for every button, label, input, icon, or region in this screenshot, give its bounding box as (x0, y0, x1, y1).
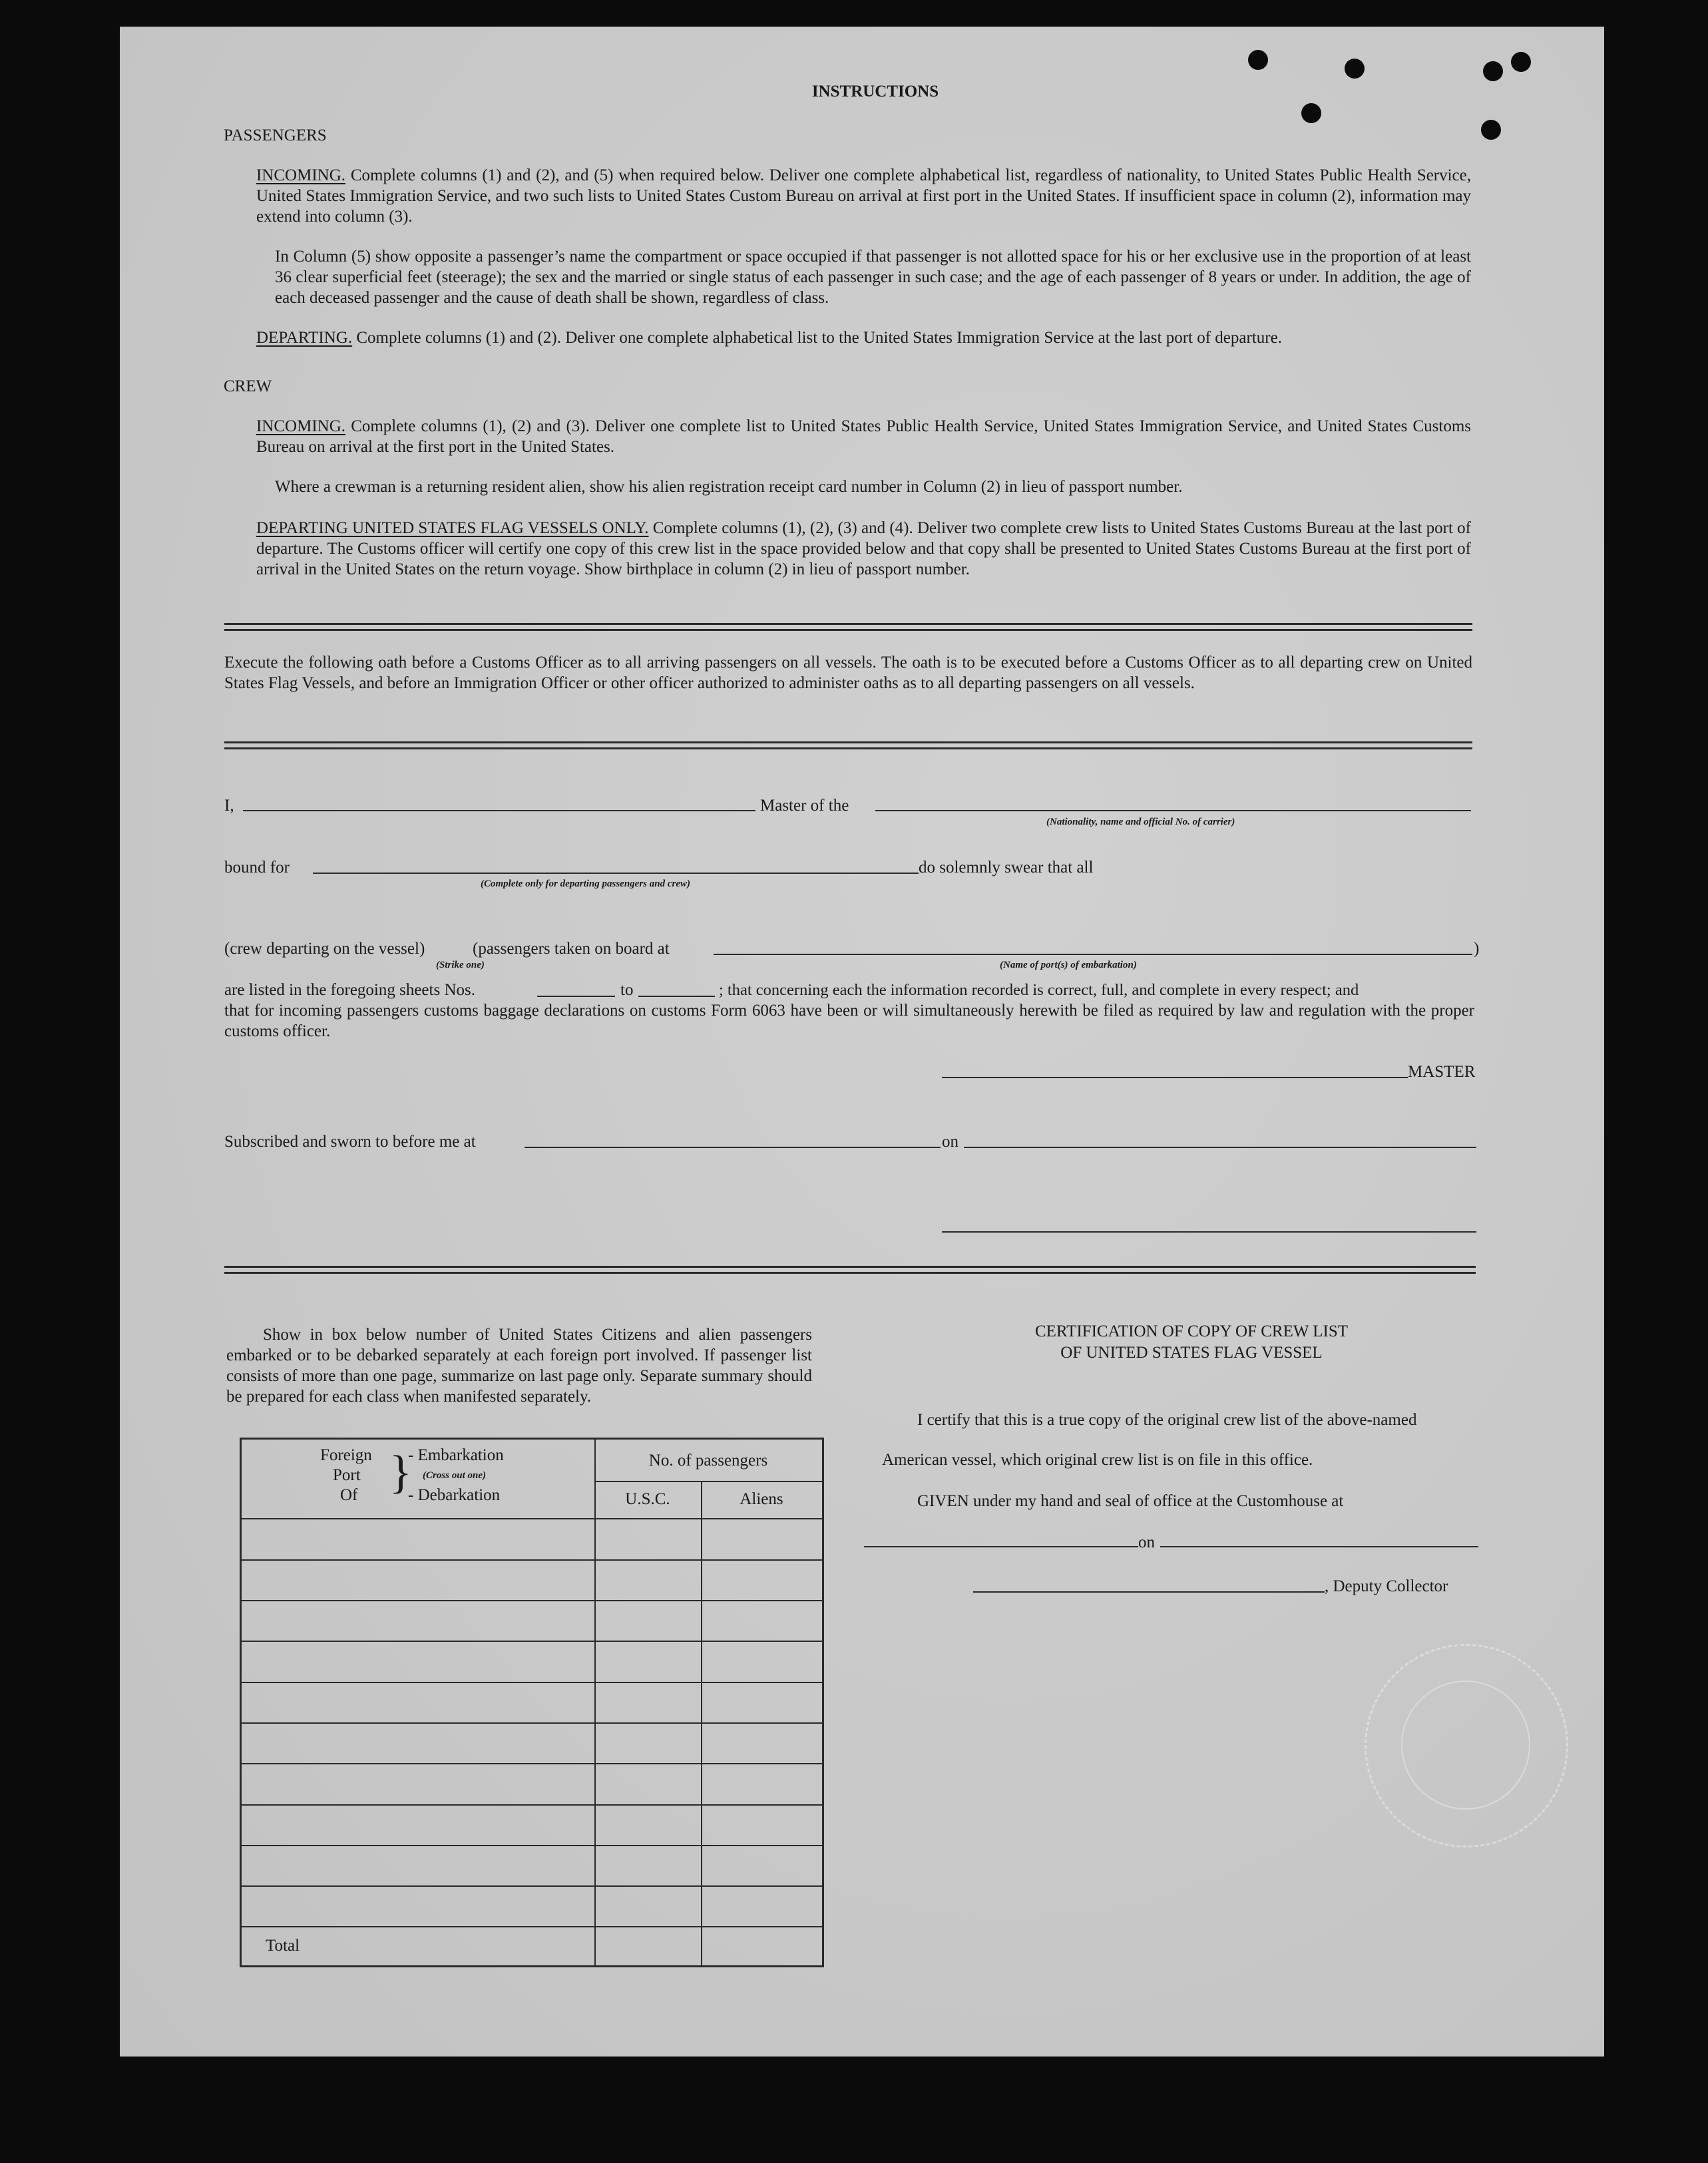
crew-incoming-text: INCOMING. Complete columns (1), (2) and (3). Deliver one complete list to United States Public Health Service, United States Immigration Service, and United States Customs Bureau on arrival at the first port in the United States. (256, 417, 1472, 456)
certification-line-2: American vessel, which original crew list is on file in this office. (882, 1451, 1313, 1469)
deputy-collector-label: , Deputy Collector (1325, 1577, 1448, 1595)
to-label: to (620, 981, 634, 999)
punch-hole (1481, 120, 1501, 140)
passengers-incoming-label: INCOMING. (256, 166, 346, 184)
section-divider (224, 1266, 1476, 1274)
customhouse-line[interactable] (864, 1546, 1138, 1547)
passengers-incoming-text: INCOMING. Complete columns (1) and (2), and (5) when required below. Deliver one complete alphabetical list, regardless of nationality, to United States Public Health Service, United States Immigration Service, and two such lists to United States Custom Bureau on arrival at first port in the United States. If insufficient space in column (2), information may extend into column (3). (256, 166, 1472, 226)
subscribed-date-line[interactable] (964, 1147, 1476, 1148)
passenger-summary-table (240, 1438, 824, 1967)
certification-date-line[interactable] (1160, 1546, 1478, 1547)
summary-instruction: Show in box below number of United States Citizens and alien passengers embarked or to be debarked separately at each foreign port involved. If passenger list consists of more than one page, summarize on last page only. Separate summary should be prepared for each class when manifested separately. (226, 1326, 812, 1406)
total-label: Total (266, 1937, 300, 1955)
usc-header: U.S.C. (625, 1490, 670, 1508)
master-of-the-label: Master of the (760, 797, 849, 815)
crew-departing-option[interactable]: (crew departing on the vessel) (224, 940, 425, 958)
nationality-caption: (Nationality, name and official No. of carrier) (1046, 817, 1235, 827)
close-paren: ) (1474, 940, 1480, 958)
ports-caption: (Name of port(s) of embarkation) (1000, 960, 1137, 970)
punch-hole (1248, 50, 1268, 70)
crew-incoming-label: INCOMING. (256, 417, 346, 435)
master-signature-line[interactable] (942, 1077, 1408, 1078)
of-label: Of (340, 1486, 358, 1504)
certification-title-1: CERTIFICATION OF COPY OF CREW LIST (1034, 1322, 1349, 1340)
crew-departing-label: DEPARTING UNITED STATES FLAG VESSELS ONLY. (256, 519, 649, 537)
subscribed-place-line[interactable] (525, 1147, 941, 1148)
embarkation-label[interactable]: - Embarkation (408, 1446, 504, 1464)
form-page (120, 27, 1604, 2057)
section-divider (224, 741, 1472, 749)
master-name-line[interactable] (243, 810, 755, 811)
deputy-collector-line[interactable] (973, 1591, 1325, 1593)
crew-departing-text: DEPARTING UNITED STATES FLAG VESSELS ONLY. Complete columns (1), (2), (3) and (4). Deliver two complete crew lists to United States Customs Bureau at the last port of departure. The Customs officer will certify one copy of this crew list in the space provided below and that copy shall be presented to United States Customs Bureau at the first port of arrival in the United States on the return voyage. Show birthplace in column (2) in lieu of passport number. (256, 519, 1471, 578)
no-of-passengers-header: No. of passengers (648, 1452, 768, 1470)
subscribed-label: Subscribed and sworn to before me at (224, 1133, 476, 1151)
strike-one-caption: (Strike one) (436, 960, 485, 970)
embossed-seal-inner (1401, 1680, 1530, 1810)
bound-for-line[interactable] (313, 873, 919, 874)
listed-text-c: that for incoming passengers customs baggage declarations on customs Form 6063 have been or will simultaneously herewith be filed as required by law and regulation with the proper customs officer. (224, 1002, 1474, 1040)
passengers-departing-text: DEPARTING. Complete columns (1) and (2). Deliver one complete alphabetical list to the United States Immigration Service at the last port of departure. (256, 329, 1282, 347)
listed-text-b: ; that concerning each the information recorded is correct, full, and complete in every respect; and (719, 981, 1359, 999)
debarkation-label[interactable]: - Debarkation (408, 1486, 501, 1504)
vessel-line[interactable] (875, 810, 1471, 811)
passengers-column5-text: In Column (5) show opposite a passenger’s name the compartment or space occupied if that passenger is not allotted space for his or her exclusive use in the proportion of at least 36 clear superficial feet (steerage); the sex and the married or single status of each passenger in such case; and the age of each passenger of 8 years or under. In addition, the age of each deceased passenger and the cause of death shall be shown, regardless of class. (275, 248, 1471, 307)
punch-hole (1345, 59, 1365, 79)
swear-text: do solemnly swear that all (919, 859, 1094, 877)
oath-instruction: Execute the following oath before a Customs Officer as to all arriving passengers on all vessels. The oath is to be executed before a Customs Officer as to all departing crew on United States Flag Vessels, and before an Immigration Officer or other officer authorized to administer oaths as to all departing passengers on all vessels. (224, 654, 1472, 692)
officer-signature-line[interactable] (942, 1231, 1476, 1233)
aliens-header: Aliens (740, 1490, 783, 1508)
complete-only-caption: (Complete only for departing passengers and crew) (481, 879, 690, 889)
brace-glyph: } (389, 1447, 412, 1498)
sheet-from-line[interactable] (537, 996, 615, 997)
passengers-departing-label: DEPARTING. (256, 329, 353, 347)
subscribed-on-label: on (942, 1133, 959, 1151)
passengers-taken-option[interactable]: (passengers taken on board at (473, 940, 670, 958)
master-label: MASTER (1408, 1063, 1476, 1081)
certification-title-2: OF UNITED STATES FLAG VESSEL (1060, 1344, 1323, 1362)
crew-heading: CREW (224, 377, 272, 395)
port-label: Port (333, 1466, 361, 1484)
punch-hole (1483, 61, 1503, 81)
punch-hole (1301, 103, 1321, 123)
cross-out-caption: (Cross out one) (423, 1470, 487, 1481)
punch-hole (1511, 52, 1531, 72)
passengers-heading: PASSENGERS (224, 126, 327, 144)
page-title: INSTRUCTIONS (811, 83, 939, 100)
listed-text-a: are listed in the foregoing sheets Nos. (224, 981, 475, 999)
certification-on-label: on (1138, 1533, 1155, 1551)
oath-i-label: I, (224, 797, 234, 815)
foreign-label: Foreign (320, 1446, 372, 1464)
certification-line-3: GIVEN under my hand and seal of office at the Customhouse at (917, 1492, 1344, 1510)
bound-for-label: bound for (224, 859, 290, 877)
crew-resident-text: Where a crewman is a returning resident alien, show his alien registration receipt card number in Column (2) in lieu of passport number. (275, 478, 1183, 496)
sheet-to-line[interactable] (638, 996, 715, 997)
section-divider (224, 623, 1472, 631)
ports-line[interactable] (714, 954, 1472, 955)
certification-line-1: I certify that this is a true copy of the original crew list of the above-named (917, 1411, 1417, 1429)
